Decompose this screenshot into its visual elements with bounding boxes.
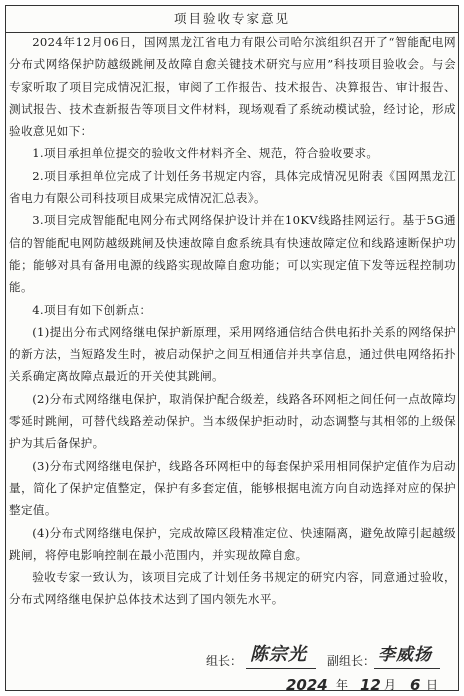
date-month: 12 bbox=[360, 676, 381, 694]
innovation-point-3: (3)分布式网络继电保护，线路各环网柜中的每套保护采用相同保护定值作为启动量，简化了保护定值整定，保护有多套定值，能够根据电流方向自动选择对应的保护整定值。 bbox=[9, 458, 456, 518]
deputy-label: 副组长： bbox=[327, 654, 376, 668]
opinion-item-2: 2.项目承担单位完成了计划任务书规定内容，具体完成情况见附表《国网黑龙江省电力有限公司科技项目成果完成情况汇总表》。 bbox=[9, 168, 456, 206]
date-year: 2024 bbox=[286, 676, 328, 694]
date-year-suffix: 年 bbox=[336, 678, 349, 692]
date-day: 6 bbox=[410, 676, 421, 694]
deputy-signature: 李威扬 bbox=[378, 645, 432, 665]
leader-label: 组长： bbox=[206, 654, 243, 668]
leader-signature: 陈宗光 bbox=[250, 644, 307, 665]
innovation-point-1: (1)提出分布式网络继电保护新原理，采用网络通信结合供电拓扑关系的网络保护的新方法，当短路发生时，被启动保护之间互相通信并共享信息，通过供电网络拓扑关系确定离故障点最近的开关使其跳闸。 bbox=[9, 324, 456, 384]
conclusion-paragraph: 验收专家一致认为，该项目完成了计划任务书规定的研究内容，同意通过验收，分布式网络继电保护总体技术达到了国内领先水平。 bbox=[9, 570, 456, 607]
signature-block bbox=[0, 632, 464, 694]
date-month-suffix: 月 bbox=[384, 678, 397, 692]
opinion-item-4: 4.项目有如下创新点： bbox=[32, 302, 152, 317]
innovation-point-2: (2)分布式网络继电保护，取消保护配合级差，线路各环网柜之间任何一点故障均零延时跳闸，可替代线路差动保护。当本级保护拒动时，动态调整与其相邻的上级保护为其后备保护。 bbox=[9, 391, 456, 451]
intro-paragraph: 2024年12月06日，国网黑龙江省电力有限公司哈尔滨组织召开了“智能配电网分布式网络保护防越级跳闸及故障自愈关键技术研究与应用”科技项目验收会。与会专家听取了项目完成情况汇报，审阅了工作报告、技术报告、决算报告、审计报告、测试报告、技术查新报告等项目文件材料，现场观看了系统动模试验，经讨论，形成验收意见如下： bbox=[9, 35, 456, 139]
page-title: 项目验收专家意见 bbox=[6, 6, 458, 33]
opinion-body bbox=[9, 31, 456, 611]
deputy-sign-line bbox=[374, 668, 440, 669]
opinion-item-3: 3.项目完成智能配电网分布式网络保护设计并在10KV线路挂网运行。基于5G通信的智能配电网防越级跳闸及快速故障自愈系统具有快速故障定位和线路速断保护功能；能够对具有备用电源的线路实现故障自愈功能；可以实现定值下发等远程控制功能。 bbox=[9, 213, 456, 295]
date-day-suffix: 日 bbox=[426, 678, 439, 692]
innovation-point-4: (4)分布式网络继电保护，完成故障区段精准定位、快速隔离，避免故障引起越级跳闸，将停电影响控制在最小范围内，并实现故障自愈。 bbox=[9, 525, 456, 562]
leader-sign-line bbox=[246, 668, 316, 669]
opinion-item-1: 1.项目承担单位提交的验收文件材料齐全、规范，符合验收要求。 bbox=[32, 146, 379, 161]
